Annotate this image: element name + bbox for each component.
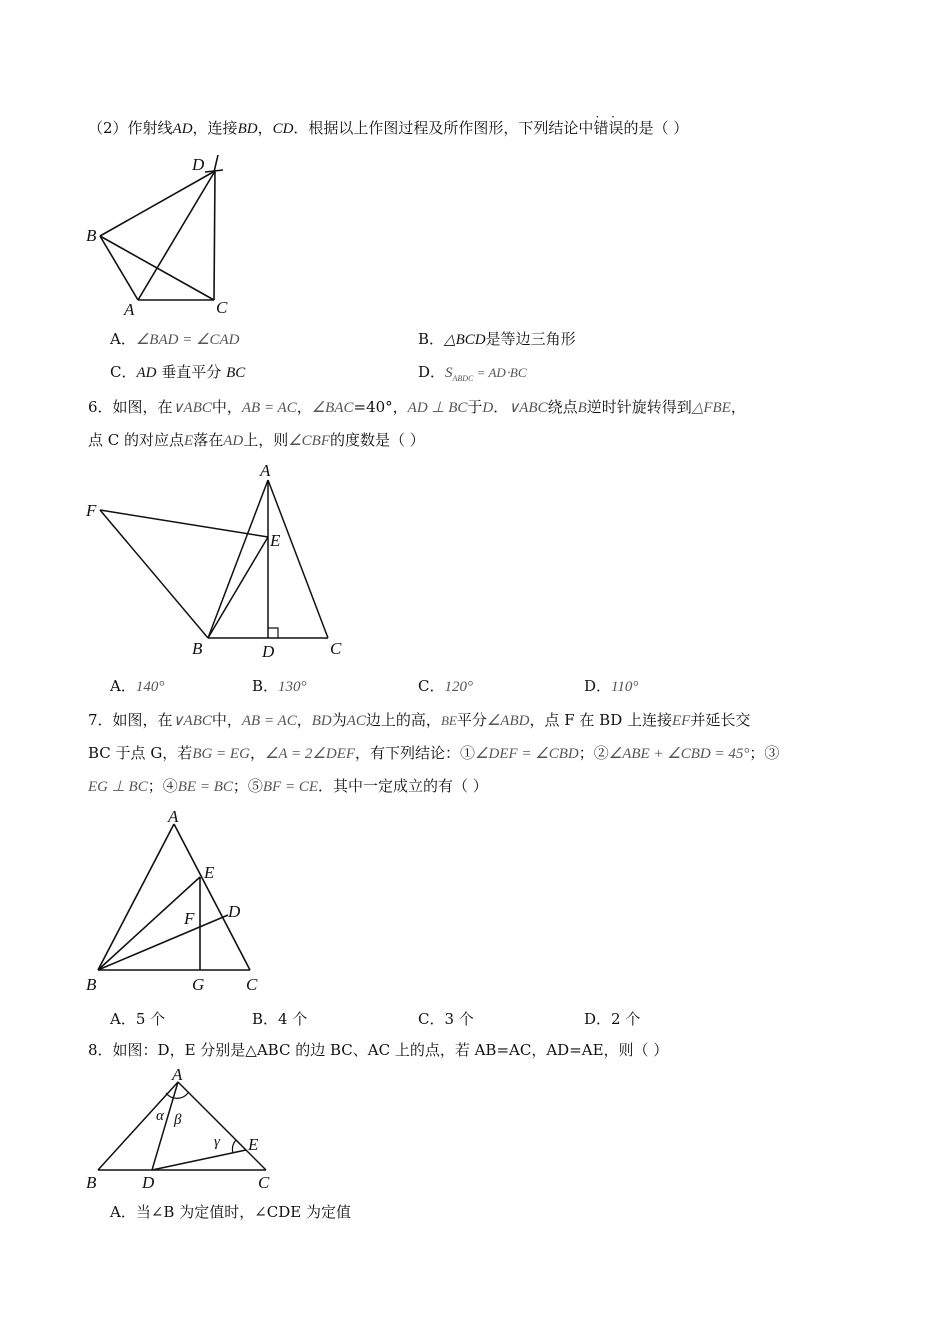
q7-stem-line1: 7．如图，在∨ABC中，AB = AC，BD为AC边上的高，BE平分∠ABD，点 F 在 BD 上连接EF并延长交: [88, 711, 751, 729]
q8-label-a: A: [172, 1065, 183, 1084]
q5-option-d: D．$S_{ABDC} = AD\cdot BC$: [418, 363, 527, 383]
q7-label-d: D: [228, 902, 241, 921]
q5-label-a: A: [124, 300, 135, 319]
q8-stem: 8．如图：D，E 分别是△ABC 的边 BC、AC 上的点，若 AB=AC，AD=AE，则（ ）: [88, 1041, 669, 1059]
q7-stem-line2: BC 于点 G，若BG = EG，∠A = 2∠DEF，有下列结论：①∠DEF = ∠CBD；②∠ABE + ∠CBD = 45°；③: [88, 744, 780, 762]
q7-label-g: G: [192, 975, 205, 994]
q7-label-b: B: [86, 975, 97, 994]
q8-label-b: B: [86, 1173, 97, 1192]
q5-option-a: A．∠BAD = ∠CAD: [110, 330, 240, 348]
q8-label-gamma: γ: [214, 1134, 220, 1150]
q8-label-c: C: [258, 1173, 270, 1192]
q5-label-d: D: [192, 155, 205, 174]
q5-option-c: C．AD 垂直平分 BC: [110, 363, 246, 381]
q5-option-b: B．△BCD是等边三角形: [418, 330, 576, 348]
q8-label-d: D: [142, 1173, 155, 1192]
q7-option-c: C．3 个: [418, 1010, 474, 1028]
q7-label-f: F: [184, 909, 195, 928]
q6-stem-line2: 点 C 的对应点E落在AD上，则∠CBF的度数是（ ）: [88, 431, 425, 449]
q7-option-a: A．5 个: [110, 1010, 166, 1028]
q6-option-a: A．140°: [110, 677, 165, 695]
q6-label-b: B: [192, 639, 203, 658]
q7-label-a: A: [168, 807, 179, 826]
q6-stem-line1: 6．如图，在∨ABC中，AB = AC，∠BAC=40°，AD ⊥ BC于D．∨ABC绕点B逆时针旋转得到△FBE，: [88, 398, 746, 416]
q8-label-e: E: [248, 1135, 259, 1154]
q6-figure: [80, 462, 360, 662]
q6-option-b: B．130°: [252, 677, 307, 695]
q6-label-a: A: [260, 461, 271, 480]
q8-label-beta: β: [174, 1112, 182, 1128]
q6-label-d: D: [262, 642, 275, 661]
q5-label-b: B: [86, 226, 97, 245]
q6-option-c: C．120°: [418, 677, 473, 695]
q6-label-c: C: [330, 639, 342, 658]
q6-option-d: D．110°: [584, 677, 639, 695]
q7-option-d: D．2 个: [584, 1010, 641, 1028]
q7-option-b: B．4 个: [252, 1010, 308, 1028]
q8-figure: [80, 1064, 280, 1194]
q5-part2-stem: （2）作射线AD，连接BD，CD．根据以上作图过程及所作图形，下列结论中错误 · ·的是（ ）: [88, 118, 688, 139]
q6-label-e: E: [270, 531, 281, 550]
q5-label-c: C: [216, 298, 228, 317]
q8-label-alpha: α: [156, 1108, 164, 1124]
q7-label-e: E: [204, 863, 215, 882]
q5-figure: [80, 150, 240, 320]
q8-option-a: A．当∠B 为定值时，∠CDE 为定值: [110, 1203, 351, 1221]
q7-label-c: C: [246, 975, 258, 994]
q7-stem-line3: EG ⊥ BC；④BE = BC；⑤BF = CE．其中一定成立的有（ ）: [88, 777, 488, 795]
q7-figure: [80, 806, 280, 996]
q6-label-f: F: [86, 501, 97, 520]
